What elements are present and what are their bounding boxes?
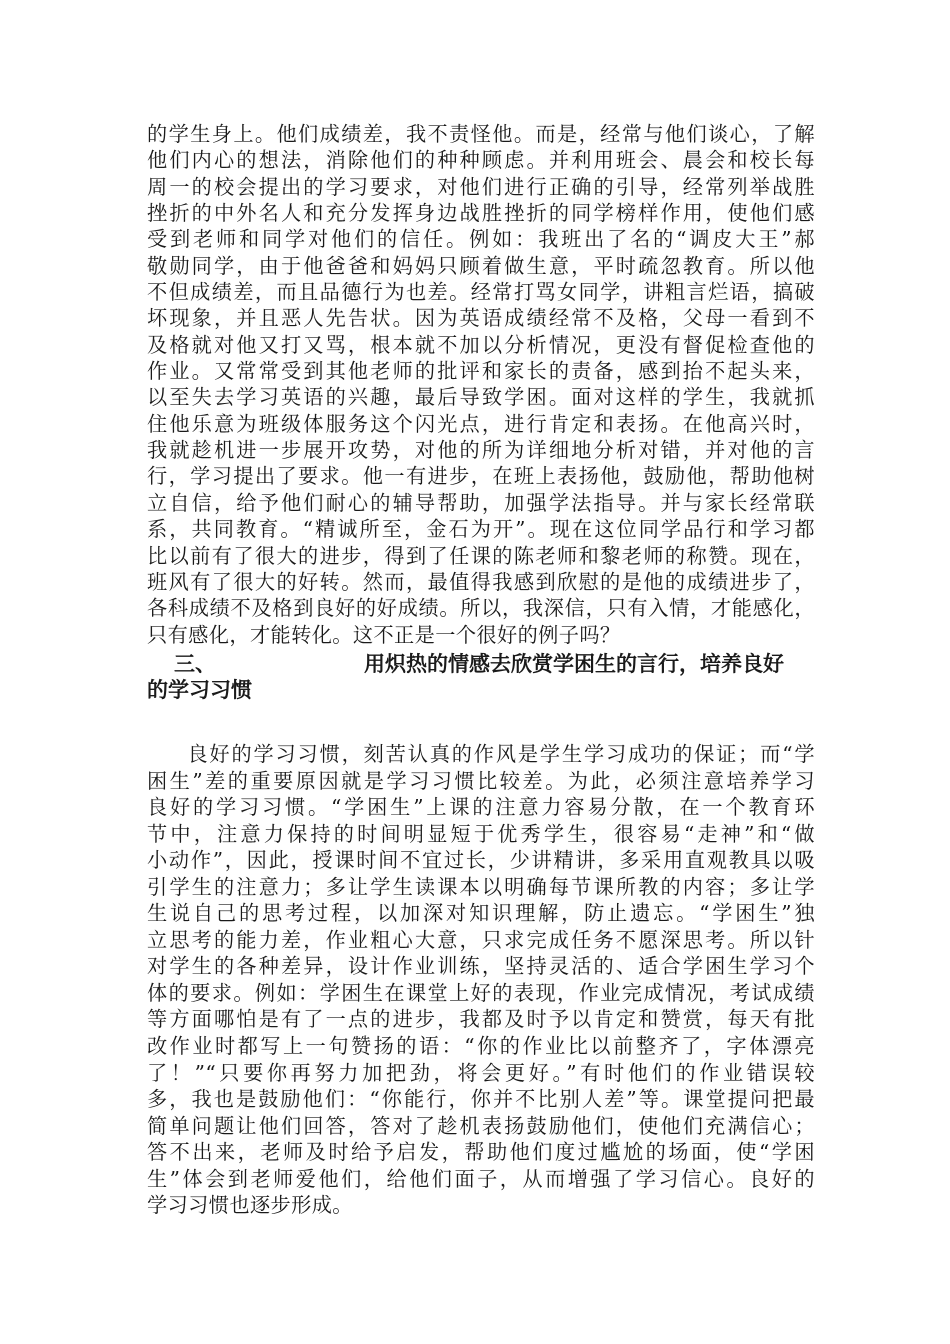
text-line: 比以前有了很大的进步，得到了任课的陈老师和黎老师的称赞。现在，: [147, 543, 815, 568]
text-line: 他们内心的想法，消除他们的种种顾虑。并利用班会、晨会和校长每: [147, 148, 815, 173]
text-line: 简单问题让他们回答，答对了趁机表扬鼓励他们，使他们充满信心；: [147, 1113, 815, 1138]
text-line: 对学生的各种差异，设计作业训练，坚持灵活的、适合学困生学习个: [147, 954, 815, 979]
text-line: 困生”差的重要原因就是学习习惯比较差。为此，必须注意培养学习: [147, 768, 815, 793]
text-line: 体的要求。例如：学困生在课堂上好的表现，作业完成情况，考试成绩: [147, 980, 815, 1005]
text-line: 行，学习提出了要求。他一有进步，在班上表扬他，鼓励他，帮助他树: [147, 464, 815, 489]
text-line: 周一的校会提出的学习要求，对他们进行正确的引导，经常列举战胜: [147, 174, 815, 199]
text-line: 立自信，给予他们耐心的辅导帮助，加强学法指导。并与家长经常联: [147, 490, 815, 515]
text-line: 受到老师和同学对他们的信任。例如：我班出了名的“调皮大王”郝: [147, 227, 815, 252]
paragraph-section-three: [147, 741, 815, 1219]
paragraph-section-two-tail: [147, 121, 815, 648]
text-line: 班风有了很大的好转。然而，最值得我感到欣慰的是他的成绩进步了，: [147, 569, 815, 594]
text-line: 引学生的注意力；多让学生读课本以明确每节课所教的内容；多让学: [147, 874, 815, 899]
text-line: 了！”“只要你再努力加把劲，将会更好。”有时他们的作业错误较: [147, 1060, 815, 1085]
text-line: 作业。又常常受到其他老师的批评和家长的责备，感到抬不起头来，: [147, 359, 815, 384]
text-line: 及格就对他又打又骂，根本就不加以分析情况，更没有督促检查他的: [147, 332, 815, 357]
text-line: 敬勋同学，由于他爸爸和妈妈只顾着做生意，平时疏忽教育。所以他: [147, 253, 815, 278]
section-title-line-2: 的学习习惯: [147, 678, 252, 702]
text-line: 立思考的能力差，作业粗心大意，只求完成任务不愿深思考。所以针: [147, 927, 815, 952]
text-line: 系，共同教育。“精诚所至，金石为开”。现在这位同学品行和学习都: [147, 517, 815, 542]
text-line: 各科成绩不及格到良好的好成绩。所以，我深信，只有入情，才能感化，: [147, 596, 815, 621]
text-line: 学习习惯也逐步形成。: [147, 1193, 353, 1218]
text-line: 等方面哪怕是有了一点的进步，我都及时予以肯定和赞赏，每天有批: [147, 1007, 815, 1032]
text-line: 的学生身上。他们成绩差，我不责怪他。而是，经常与他们谈心，了解: [147, 122, 815, 146]
text-line: 生”体会到老师爱他们，给他们面子，从而增强了学习信心。良好的: [147, 1166, 815, 1191]
section-heading: [147, 651, 815, 703]
text-line: 我就趁机进一步展开攻势，对他的所为详细地分析对错，并对他的言: [147, 438, 815, 463]
text-line: 挫折的中外名人和充分发挥身边战胜挫折的同学榜样作用，使他们感: [147, 201, 815, 226]
section-number: 三、: [174, 652, 216, 676]
text-line: 住他乐意为班级体服务这个闪光点，进行肯定和表扬。在他高兴时，: [147, 411, 815, 436]
text-line: 多，我也是鼓励他们：“你能行，你并不比别人差”等。课堂提问把最: [147, 1087, 815, 1112]
text-line: 小动作”，因此，授课时间不宜过长，少讲精讲，多采用直观教具以吸: [147, 848, 815, 873]
text-line: 只有感化，才能转化。这不正是一个很好的例子吗？: [147, 622, 621, 647]
text-line: 不但成绩差，而且品德行为也差。经常打骂女同学，讲粗言烂语，搞破: [147, 280, 815, 305]
section-title-line-1: 用炽热的情感去欣赏学困生的言行，培养良好: [364, 652, 784, 676]
text-line: 生说自己的思考过程，以加深对知识理解，防止遗忘。“学困生”独: [147, 901, 815, 926]
text-line: 节中，注意力保持的时间明显短于优秀学生，很容易“走神”和“做: [147, 821, 815, 846]
text-line: 改作业时都写上一句赞扬的语：“你的作业比以前整齐了，字体漂亮: [147, 1034, 815, 1059]
text-line: 以至失去学习英语的兴趣，最后导致学困。面对这样的学生，我就抓: [147, 385, 815, 410]
text-line: 坏现象，并且恶人先告状。因为英语成绩经常不及格，父母一看到不: [147, 306, 815, 331]
text-line: 良好的学习习惯。“学困生”上课的注意力容易分散，在一个教育环: [147, 795, 815, 820]
text-line: 答不出来，老师及时给予启发，帮助他们度过尴尬的场面，使“学困: [147, 1140, 815, 1165]
text-line: 良好的学习习惯，刻苦认真的作风是学生学习成功的保证；而“学: [187, 742, 815, 766]
